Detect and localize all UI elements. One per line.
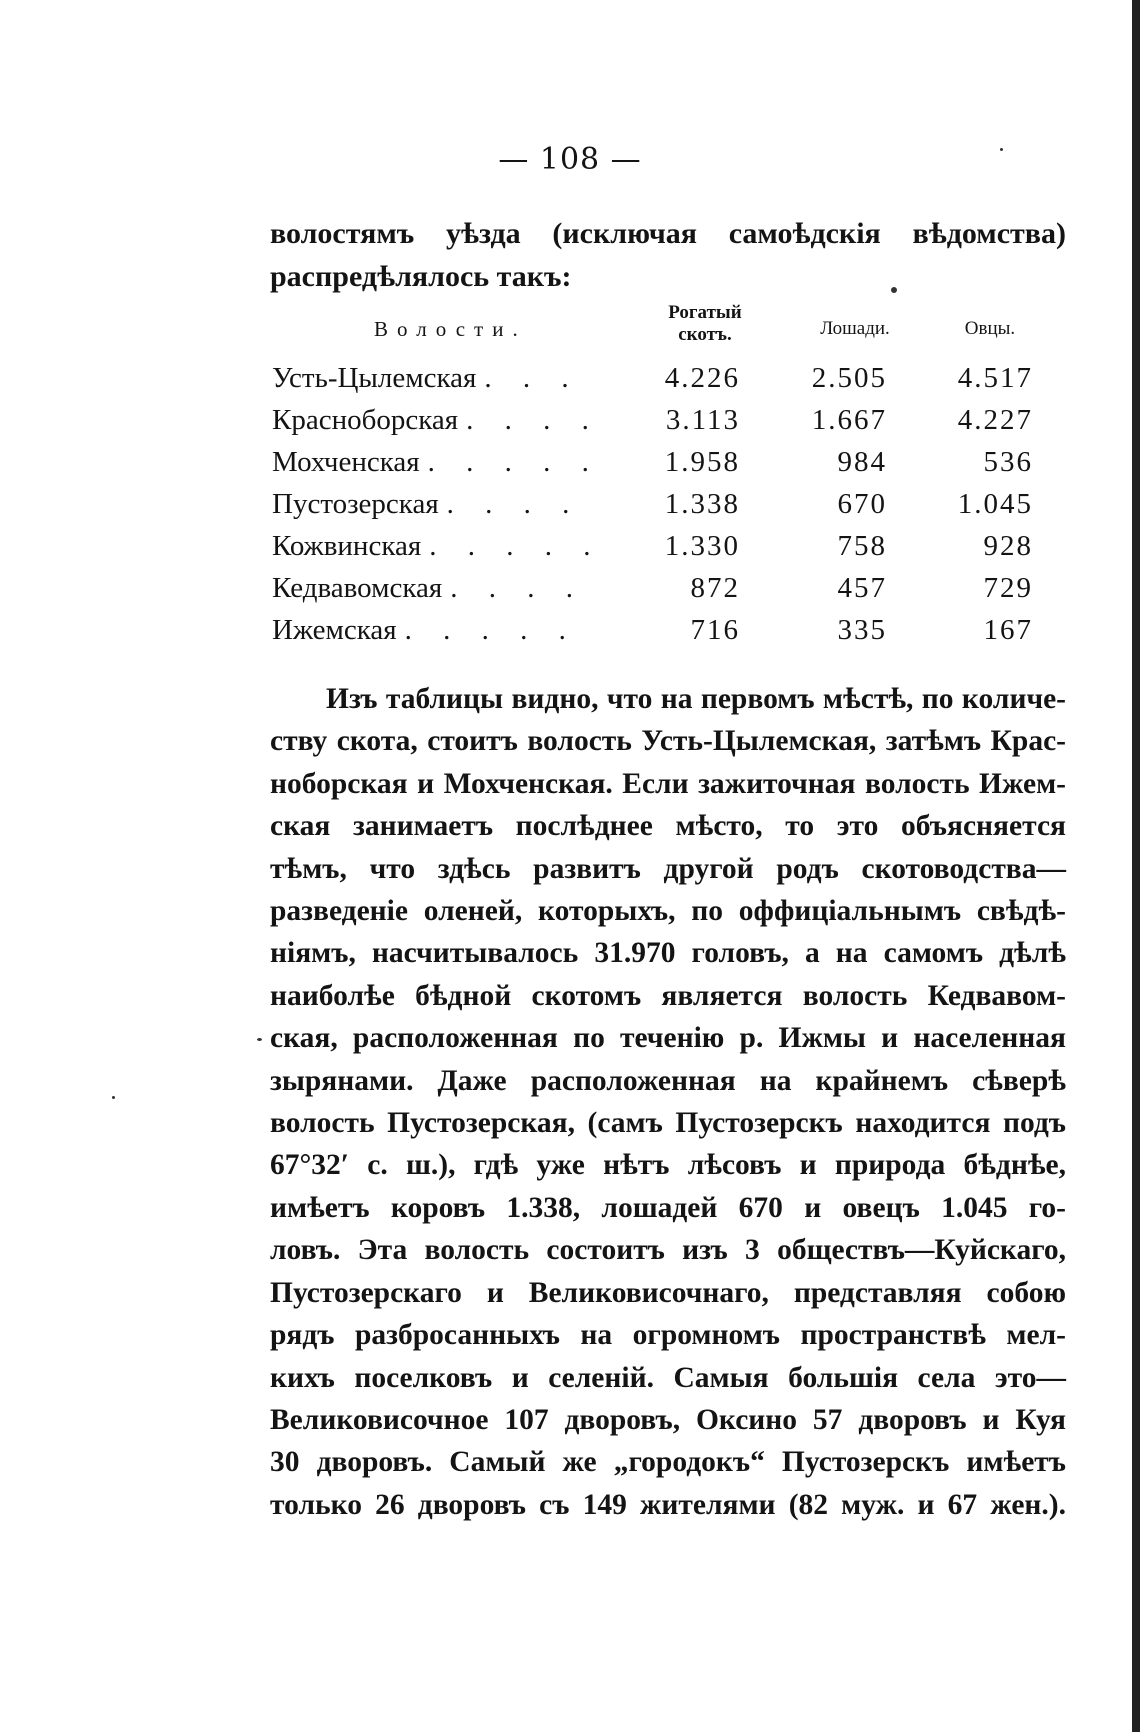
cattle-value: 1.338 <box>664 488 740 520</box>
leader-dots: . . . . <box>466 404 601 436</box>
livestock-table <box>0 357 1140 651</box>
table-row <box>0 441 1140 483</box>
table-row <box>0 525 1140 567</box>
intro-paragraph: волостямъ уѣзда (исключая самоѣдскія вѣдомства) распредѣлялось такъ: <box>270 217 1066 293</box>
text-line: тѣмъ, что здѣсь развитъ другой родъ скотоводства— <box>270 852 1066 885</box>
text-line: ская занимаетъ послѣднее мѣсто, то это объясняется <box>270 810 1066 843</box>
text-line: 67°32′ с. ш.), гдѣ уже нѣтъ лѣсовъ и природа бѣднѣе, <box>270 1149 1066 1182</box>
print-speck <box>257 1038 262 1041</box>
cattle-value: 4.226 <box>664 362 740 394</box>
sheep-value: 4.227 <box>957 404 1033 436</box>
cattle-value: 1.958 <box>664 446 740 478</box>
volost-name: Красноборская <box>272 404 459 436</box>
table-header <box>0 302 1140 352</box>
print-speck <box>112 1096 115 1099</box>
volost-name: Ижемская <box>272 614 397 646</box>
volost-name: Кедвавомская <box>272 572 443 604</box>
row-name-cell <box>272 567 632 609</box>
table-row <box>0 357 1140 399</box>
leader-dots: . . . . <box>446 488 582 520</box>
text-line: Изъ таблицы видно, что на первомъ мѣстѣ, по количе- <box>326 683 1066 715</box>
text-line: Великовисочное 107 дворовъ, Оксино 57 дворовъ и Куя <box>270 1403 1066 1436</box>
volost-name: Пустозерская <box>272 488 439 520</box>
text-line: ская, расположенная по теченію р. Ижмы и населенная <box>270 1022 1066 1055</box>
horses-value: 335 <box>837 614 887 646</box>
text-line: Пустозерскаго и Великовисочнаго, представляя собою <box>270 1276 1066 1309</box>
row-name-cell <box>272 525 632 567</box>
volost-name: Кожвинская <box>272 530 422 562</box>
table-row <box>0 609 1140 651</box>
cattle-value: 872 <box>690 572 740 604</box>
text-line: ноборская и Мохченская. Если зажиточная волость Ижем- <box>270 767 1066 800</box>
header-volost: Волости. <box>374 317 527 341</box>
row-name-cell <box>272 609 632 651</box>
text-line: ніямъ, насчитывалось 31.970 головъ, а на самомъ дѣлѣ <box>270 937 1066 970</box>
text-line: имѣетъ коровъ 1.338, лошадей 670 и овецъ 1.045 го- <box>270 1191 1066 1224</box>
volost-name: Мохченская <box>272 446 420 478</box>
sheep-value: 729 <box>983 572 1033 604</box>
horses-value: 1.667 <box>811 404 887 436</box>
text-line: волость Пустозерская, (самъ Пустозерскъ находится подъ <box>270 1107 1066 1140</box>
header-cattle: Рогатый скотъ. <box>668 302 742 345</box>
horses-value: 758 <box>837 530 887 562</box>
row-name-cell <box>272 357 632 399</box>
leader-dots: . . . . . <box>404 614 578 646</box>
sheep-value: 167 <box>983 614 1033 646</box>
sheep-value: 536 <box>983 446 1033 478</box>
cattle-value: 3.113 <box>665 404 740 436</box>
text-line: ству скота, стоитъ волость Усть-Цылемская, затѣмъ Крас- <box>270 725 1066 758</box>
header-horses: Лошади. <box>820 318 890 339</box>
volost-name: Усть-Цылемская <box>272 362 477 394</box>
table-row <box>0 567 1140 609</box>
table-row <box>0 483 1140 525</box>
horses-value: 670 <box>837 488 887 520</box>
horses-value: 457 <box>837 572 887 604</box>
text-line: разведеніе оленей, которыхъ, по оффиціальнымъ свѣдѣ- <box>270 895 1066 928</box>
sheep-value: 928 <box>983 530 1033 562</box>
leader-dots: . . . <box>484 362 581 394</box>
text-line: рядъ разбросанныхъ на огромномъ пространствѣ мел- <box>270 1319 1066 1352</box>
row-name-cell <box>272 441 632 483</box>
text-line: наиболѣе бѣдной скотомъ является волость Кедвавом- <box>270 979 1066 1012</box>
body-paragraph <box>270 678 1066 1526</box>
leader-dots: . . . . . <box>429 530 603 562</box>
cattle-value: 1.330 <box>664 530 740 562</box>
text-line: только 26 дворовъ съ 149 жителями (82 муж. и 67 жен.). <box>270 1488 1066 1521</box>
cattle-value: 716 <box>690 614 740 646</box>
text-line: зырянами. Даже расположенная на крайнемъ сѣверѣ <box>270 1064 1066 1097</box>
text-line: ловъ. Эта волость состоитъ изъ 3 обществъ—Куйскаго, <box>270 1234 1066 1267</box>
text-line: 30 дворовъ. Самый же „городокъ“ Пустозерскъ имѣетъ <box>270 1446 1066 1479</box>
header-sheep: Овцы. <box>964 318 1016 339</box>
sheep-value: 4.517 <box>957 362 1033 394</box>
page-number: — 108 — <box>498 142 642 177</box>
row-name-cell <box>272 399 632 441</box>
sheep-value: 1.045 <box>957 488 1033 520</box>
text-line: кихъ поселковъ и селеній. Самыя большія села это— <box>270 1361 1066 1394</box>
horses-value: 2.505 <box>811 362 887 394</box>
print-speck <box>891 287 897 293</box>
leader-dots: . . . . <box>450 572 585 604</box>
page-edge-shadow <box>1132 0 1140 1732</box>
leader-dots: . . . . . <box>427 446 601 478</box>
row-name-cell <box>272 483 632 525</box>
print-speck <box>1000 148 1003 151</box>
table-row <box>0 399 1140 441</box>
horses-value: 984 <box>837 446 887 478</box>
